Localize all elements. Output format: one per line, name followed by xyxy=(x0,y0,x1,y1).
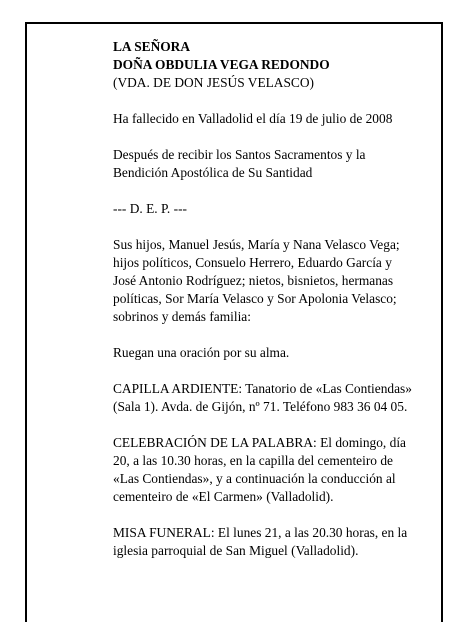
widow-of: (VDA. DE DON JESÚS VELASCO) xyxy=(113,75,314,90)
chapel-line: (Sala 1). Avda. de Gijón, nº 71. Teléfono 983 36 04 05. xyxy=(113,399,408,414)
family-line: sobrinos y demás familia: xyxy=(113,309,251,324)
death-notice: Ha fallecido en Valladolid el día 19 de julio de 2008 xyxy=(113,111,393,126)
family-line: políticas, Sor María Velasco y Sor Apolonia Velasco; xyxy=(113,291,397,306)
heading xyxy=(113,38,433,92)
sacraments-paragraph xyxy=(113,146,433,182)
sacraments-line: Después de recibir los Santos Sacramentos y la xyxy=(113,147,366,162)
family-line: Sus hijos, Manuel Jesús, María y Nana Velasco Vega; xyxy=(113,237,400,252)
celebration-line: cementeiro de «El Carmen» (Valladolid). xyxy=(113,489,334,504)
family-paragraph xyxy=(113,236,433,326)
obituary-text xyxy=(113,38,433,560)
sacraments-line: Bendición Apostólica de Su Santidad xyxy=(113,165,313,180)
chapel-paragraph xyxy=(113,380,433,416)
heading-title: LA SEÑORA xyxy=(113,39,191,54)
deceased-name: DOÑA OBDULIA VEGA REDONDO xyxy=(113,57,330,72)
family-line: José Antonio Rodríguez; nietos, bisnietos, hermanas xyxy=(113,273,394,288)
celebration-paragraph xyxy=(113,434,433,506)
funeral-line: MISA FUNERAL: El lunes 21, a las 20.30 horas, en la xyxy=(113,525,408,540)
celebration-line: «Las Contiendas», y a continuación la conducción al xyxy=(113,471,396,486)
family-line: hijos políticos, Consuelo Herrero, Eduardo García y xyxy=(113,255,392,270)
funeral-line: iglesia parroquial de San Miguel (Valladolid). xyxy=(113,543,359,558)
funeral-paragraph xyxy=(113,524,433,560)
prayer-request: Ruegan una oración por su alma. xyxy=(113,345,290,360)
celebration-line: CELEBRACIÓN DE LA PALABRA: El domingo, día xyxy=(113,435,406,450)
chapel-line: CAPILLA ARDIENTE: Tanatorio de «Las Contiendas» xyxy=(113,381,412,396)
celebration-line: 20, a las 10.30 horas, en la capilla del cementeiro de xyxy=(113,453,393,468)
rip-line: --- D. E. P. --- xyxy=(113,201,188,216)
